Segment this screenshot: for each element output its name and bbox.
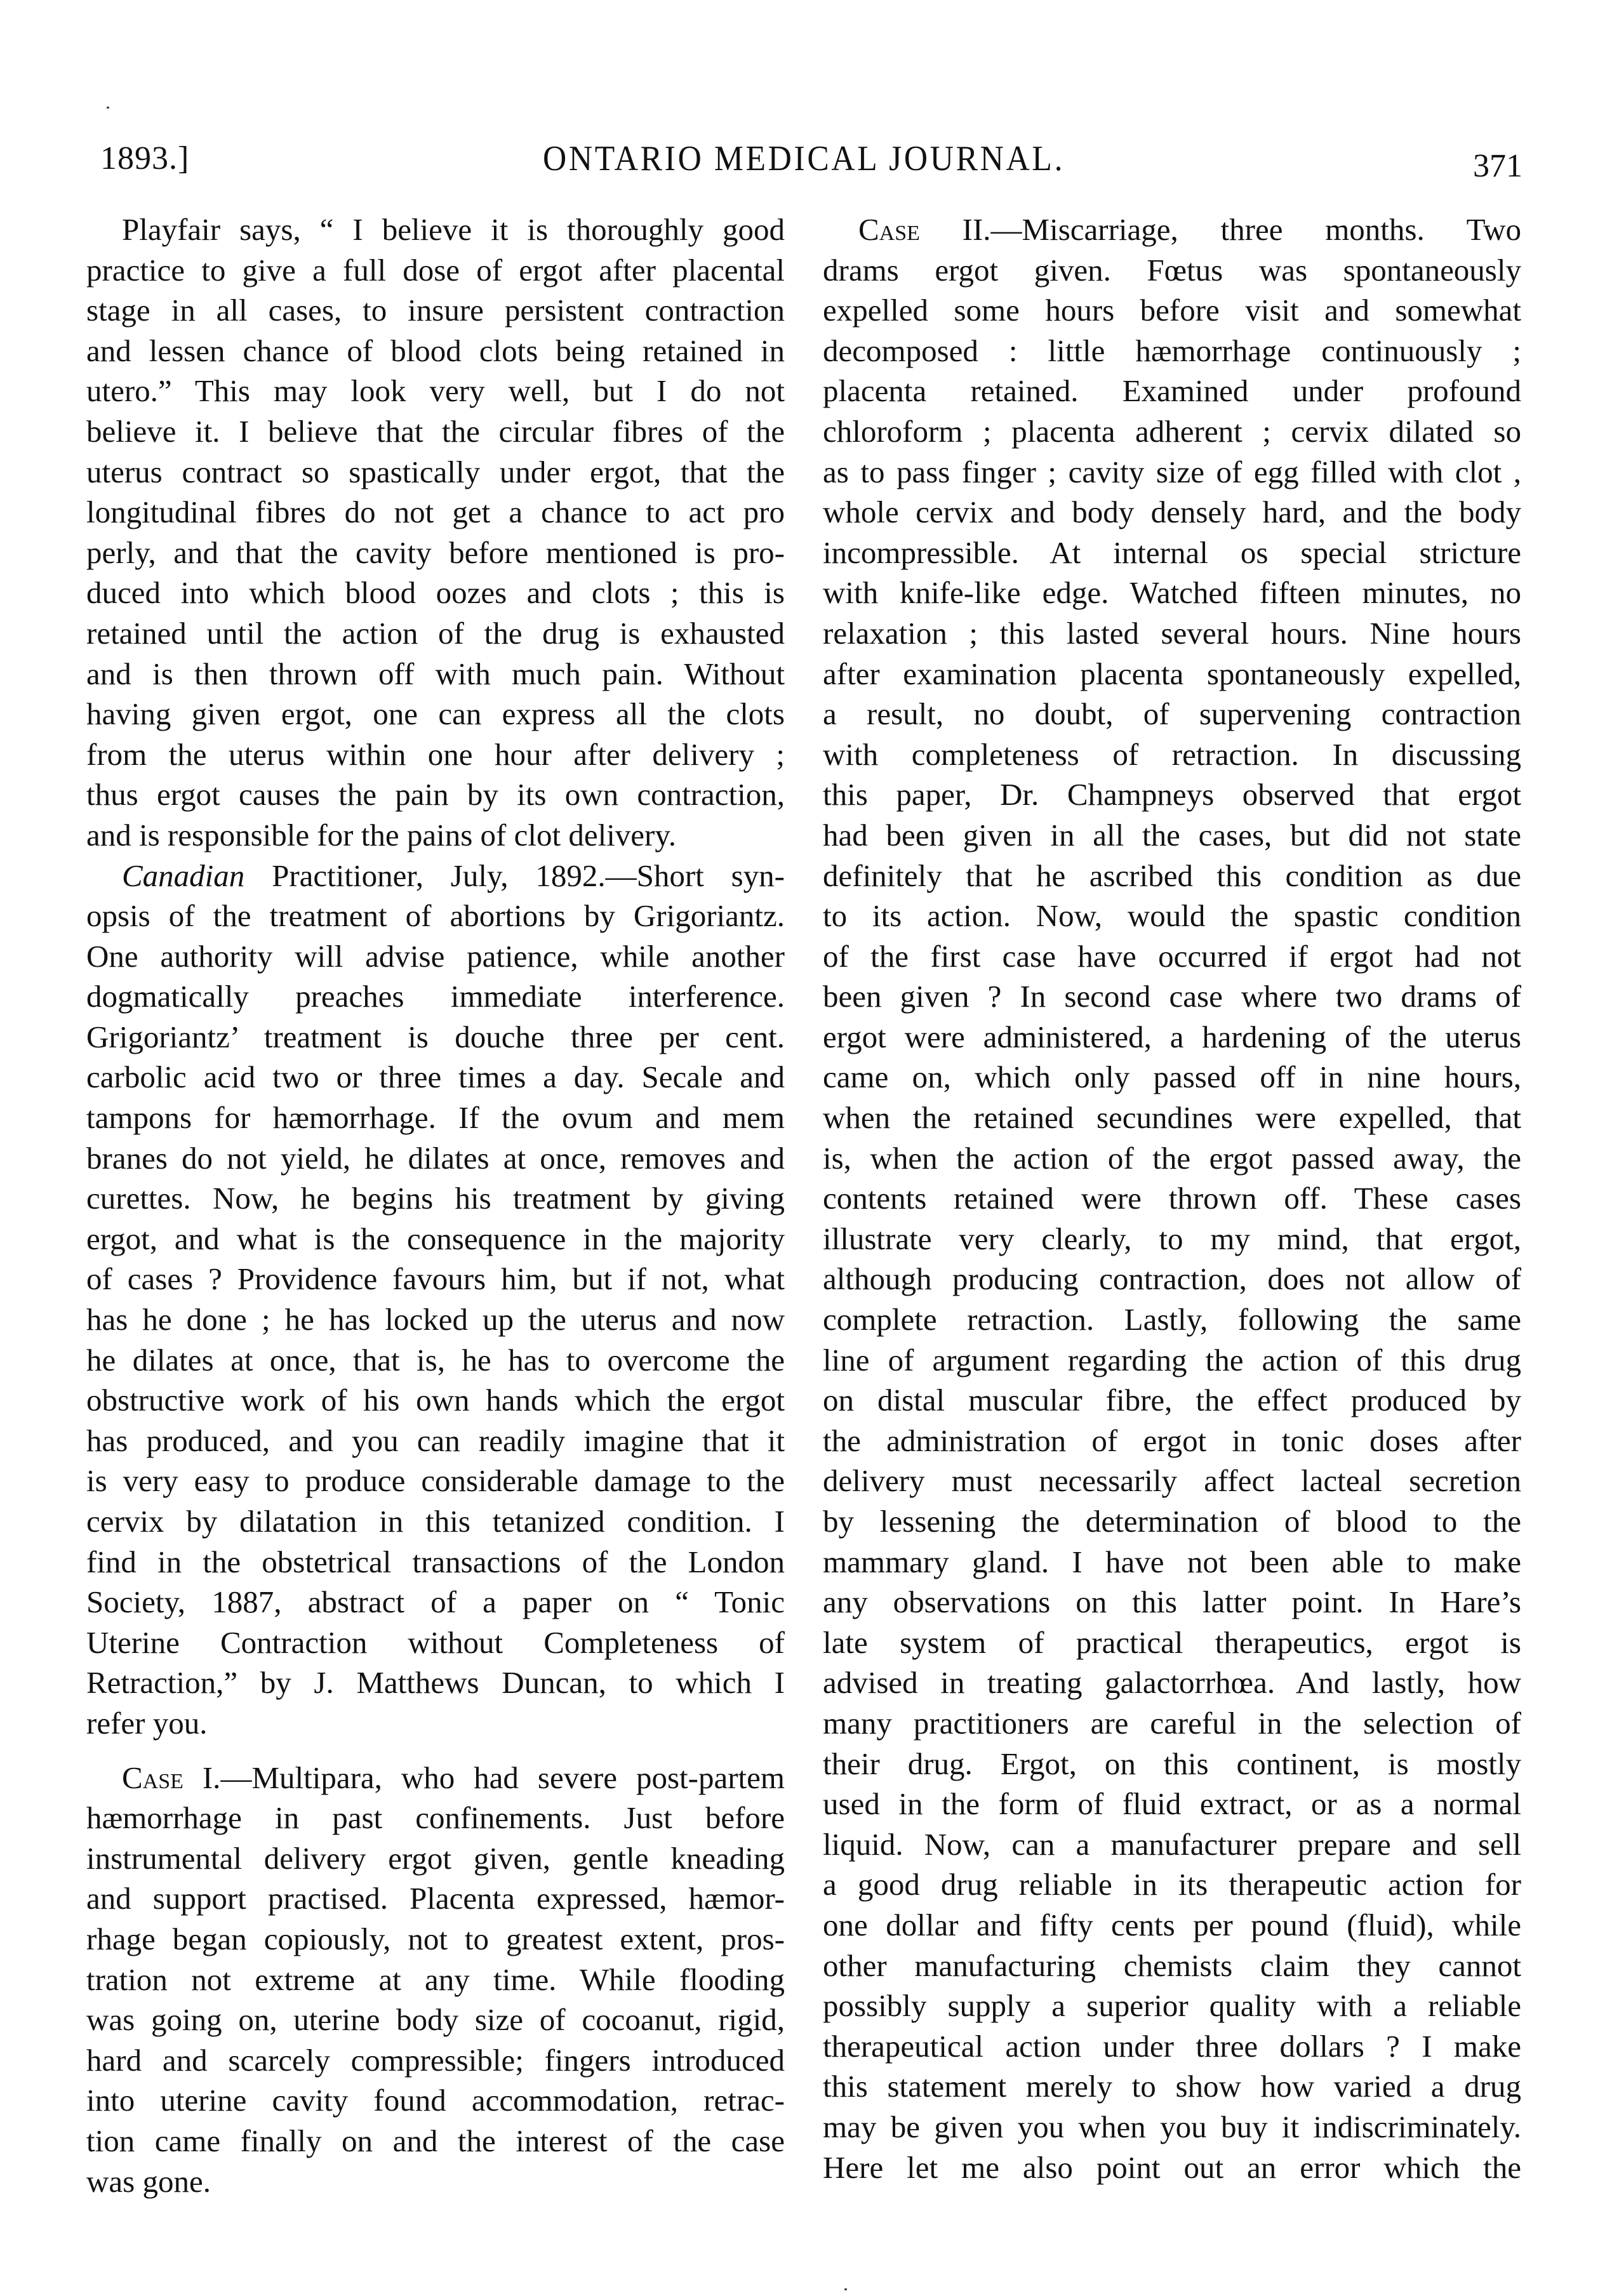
text-line: branes do not yield, he dilates at once, removes and: [86, 1140, 785, 1176]
text-line: instrumental delivery ergot given, gentle kneading: [86, 1840, 785, 1876]
text-line: utero.” This may look very well, but I do not: [86, 373, 785, 409]
text-line: their drug. Ergot, on this continent, is mostly: [823, 1746, 1521, 1781]
text-line: the administration of ergot in tonic doses after: [823, 1423, 1521, 1458]
text-line: on distal muscular fibre, the effect produced by: [823, 1383, 1521, 1418]
text-line: after examination placenta spontaneously expelled,: [823, 656, 1521, 691]
text-line: dogmatically preaches immediate interference.: [86, 979, 785, 1014]
text-line: illustrate very clearly, to my mind, that ergot,: [823, 1221, 1521, 1256]
text-line: ergot, and what is the consequence in the majority: [86, 1221, 785, 1256]
text-line: hard and scarcely compressible; fingers introduced: [86, 2042, 785, 2078]
text-line: used in the form of fluid extract, or as a normal: [823, 1786, 1521, 1822]
text-line: expelled some hours before visit and somewhat: [823, 293, 1521, 328]
text-line: late system of practical therapeutics, ergot is: [823, 1624, 1521, 1660]
text-line: Grigoriantz’ treatment is douche three per cent.: [86, 1019, 785, 1054]
text-line: from the uterus within one hour after delivery ;: [86, 736, 785, 772]
text-line: he dilates at once, that is, he has to overcome the: [86, 1342, 785, 1377]
text-line: to its action. Now, would the spastic condition: [823, 898, 1521, 934]
text-line: with knife-like edge. Watched fifteen minutes, no: [823, 575, 1521, 611]
text-line: find in the obstetrical transactions of the London: [86, 1544, 785, 1579]
text-line: has produced, and you can readily imagine that it: [86, 1423, 785, 1458]
text-line: rhage began copiously, not to greatest extent, pros-: [86, 1921, 785, 1956]
text-line: by lessening the determination of blood to the: [823, 1504, 1521, 1539]
text-line: believe it. I believe that the circular fibres of the: [86, 413, 785, 449]
case-two-heading-line: [823, 209, 1521, 250]
text-line: into uterine cavity found accommodation, retrac-: [86, 2083, 785, 2118]
text-line: tration not extreme at any time. While flooding: [86, 1961, 785, 1997]
text-line: refer you.: [86, 1705, 208, 1741]
text-line: a result, no doubt, of supervening contraction: [823, 696, 1521, 732]
text-line: liquid. Now, can a manufacturer prepare and sell: [823, 1826, 1521, 1862]
text-line: ergot were administered, a hardening of the uterus: [823, 1019, 1521, 1054]
scan-speck: [844, 2288, 847, 2290]
text-line: was gone.: [86, 2163, 211, 2199]
text-line: Uterine Contraction without Completeness of: [86, 1624, 785, 1660]
text-line: with completeness of retraction. In discussing: [823, 736, 1521, 772]
text-line-citation: [86, 856, 785, 896]
text-line: chloroform ; placenta adherent ; cervix dilated so: [823, 413, 1521, 449]
text-line: and is responsible for the pains of clot delivery.: [86, 817, 676, 853]
running-head-year: 1893.]: [100, 140, 190, 176]
text-line: and lessen chance of blood clots being retained in: [86, 333, 785, 368]
text-line: curettes. Now, he begins his treatment by giving: [86, 1181, 785, 1216]
text-line: although producing contraction, does not allow of: [823, 1261, 1521, 1297]
left-column: [86, 209, 785, 2201]
text-line: been given ? In second case where two drams of: [823, 979, 1521, 1014]
text-line: complete retraction. Lastly, following the same: [823, 1302, 1521, 1337]
text-line: when the retained secundines were expelled, that: [823, 1100, 1521, 1136]
text-line: any observations on this latter point. In Hare’s: [823, 1584, 1521, 1620]
text-line: incompressible. At internal os special stricture: [823, 534, 1521, 570]
text-line: line of argument regarding the action of this drug: [823, 1342, 1521, 1377]
text-line: of cases ? Providence favours him, but if not, what: [86, 1261, 785, 1297]
scan-speck: [107, 107, 109, 109]
text-line: stage in all cases, to insure persistent contraction: [86, 293, 785, 328]
text-line: this paper, Dr. Champneys observed that ergot: [823, 777, 1521, 813]
text-line-rest: —Miscarriage, three months. Two: [990, 212, 1521, 247]
right-column: [823, 209, 1521, 2187]
case-one-heading-line: [86, 1758, 785, 1798]
text-line: is very easy to produce considerable damage to the: [86, 1463, 785, 1499]
text-line: Playfair says, “ I believe it is thoroughly good: [122, 212, 785, 247]
text-line: opsis of the treatment of abortions by Grigoriantz.: [86, 898, 785, 934]
text-line: came on, which only passed off in nine hours,: [823, 1059, 1521, 1095]
text-line: this statement merely to show how varied a drug: [823, 2069, 1521, 2104]
journal-title: ONTARIO MEDICAL JOURNAL.: [543, 139, 1065, 178]
text-line: possibly supply a superior quality with a reliable: [823, 1988, 1521, 2024]
text-line: tampons for hæmorrhage. If the ovum and mem: [86, 1100, 785, 1136]
case-two-label: Case II.: [858, 212, 991, 247]
text-line-rest: —Multipara, who had severe post-partem: [220, 1760, 785, 1795]
text-line: Retraction,” by J. Matthews Duncan, to which I: [86, 1665, 785, 1701]
text-line: therapeutical action under three dollars ? I make: [823, 2028, 1521, 2064]
text-line: having given ergot, one can express all the clots: [86, 696, 785, 732]
text-line: carbolic acid two or three times a day. Secale and: [86, 1059, 785, 1095]
text-line: may be given you when you buy it indiscriminately.: [823, 2109, 1521, 2144]
text-line: practice to give a full dose of ergot after placental: [86, 252, 785, 288]
text-line: many practitioners are careful in the selection of: [823, 1705, 1521, 1741]
page-number: 371: [1473, 148, 1522, 184]
text-line: perly, and that the cavity before mentioned is pro-: [86, 534, 785, 570]
text-line: decomposed : little hæmorrhage continuously ;: [823, 333, 1521, 368]
text-line: obstructive work of his own hands which the ergot: [86, 1383, 785, 1418]
text-line-rest: Practitioner, July, 1892.—Short syn-: [272, 858, 785, 893]
text-line: a good drug reliable in its therapeutic action for: [823, 1867, 1521, 1902]
text-line: cervix by dilatation in this tetanized condition. I: [86, 1504, 785, 1539]
text-line: of the first case have occurred if ergot had not: [823, 938, 1521, 974]
text-line: contents retained were thrown off. These cases: [823, 1181, 1521, 1216]
text-line: mammary gland. I have not been able to make: [823, 1544, 1521, 1579]
text-line: was going on, uterine body size of cocoanut, rigid,: [86, 2002, 785, 2038]
text-line: retained until the action of the drug is exhausted: [86, 615, 785, 651]
text-line: had been given in all the cases, but did not state: [823, 817, 1521, 853]
text-line: definitely that he ascribed this condition as due: [823, 858, 1521, 893]
text-line: placenta retained. Examined under profound: [823, 373, 1521, 409]
journal-name-italic: Canadian: [122, 858, 245, 893]
text-line: whole cervix and body densely hard, and the body: [823, 494, 1521, 530]
text-line: relaxation ; this lasted several hours. Nine hours: [823, 615, 1521, 651]
text-line: advised in treating galactorrhœa. And lastly, how: [823, 1665, 1521, 1701]
text-line: longitudinal fibres do not get a chance to act pro: [86, 494, 785, 530]
text-line: drams ergot given. Fœtus was spontaneously: [823, 252, 1521, 288]
text-line: has he done ; he has locked up the uterus and now: [86, 1302, 785, 1337]
running-head: [95, 132, 1524, 183]
text-line: and support practised. Placenta expressed, hæmor-: [86, 1881, 785, 1916]
text-line: as to pass finger ; cavity size of egg filled with clot ,: [823, 454, 1521, 489]
text-line: uterus contract so spastically under ergot, that the: [86, 454, 785, 489]
text-line: duced into which blood oozes and clots ; this is: [86, 575, 785, 611]
text-line: One authority will advise patience, while another: [86, 938, 785, 974]
text-line: and is then thrown off with much pain. Without: [86, 656, 785, 691]
text-line: delivery must necessarily affect lacteal secretion: [823, 1463, 1521, 1499]
text-line: other manufacturing chemists claim they cannot: [823, 1948, 1521, 1983]
text-line: is, when the action of the ergot passed away, the: [823, 1140, 1521, 1176]
text-line: thus ergot causes the pain by its own contraction,: [86, 777, 785, 813]
text-line: Society, 1887, abstract of a paper on “ Tonic: [86, 1584, 785, 1620]
text-line: one dollar and fifty cents per pound (fluid), while: [823, 1907, 1521, 1942]
text-line: hæmorrhage in past confinements. Just before: [86, 1800, 785, 1836]
text-line: Here let me also point out an error which the: [823, 2149, 1521, 2185]
case-one-label: Case I.: [122, 1760, 221, 1795]
text-line: tion came finally on and the interest of the case: [86, 2123, 785, 2158]
